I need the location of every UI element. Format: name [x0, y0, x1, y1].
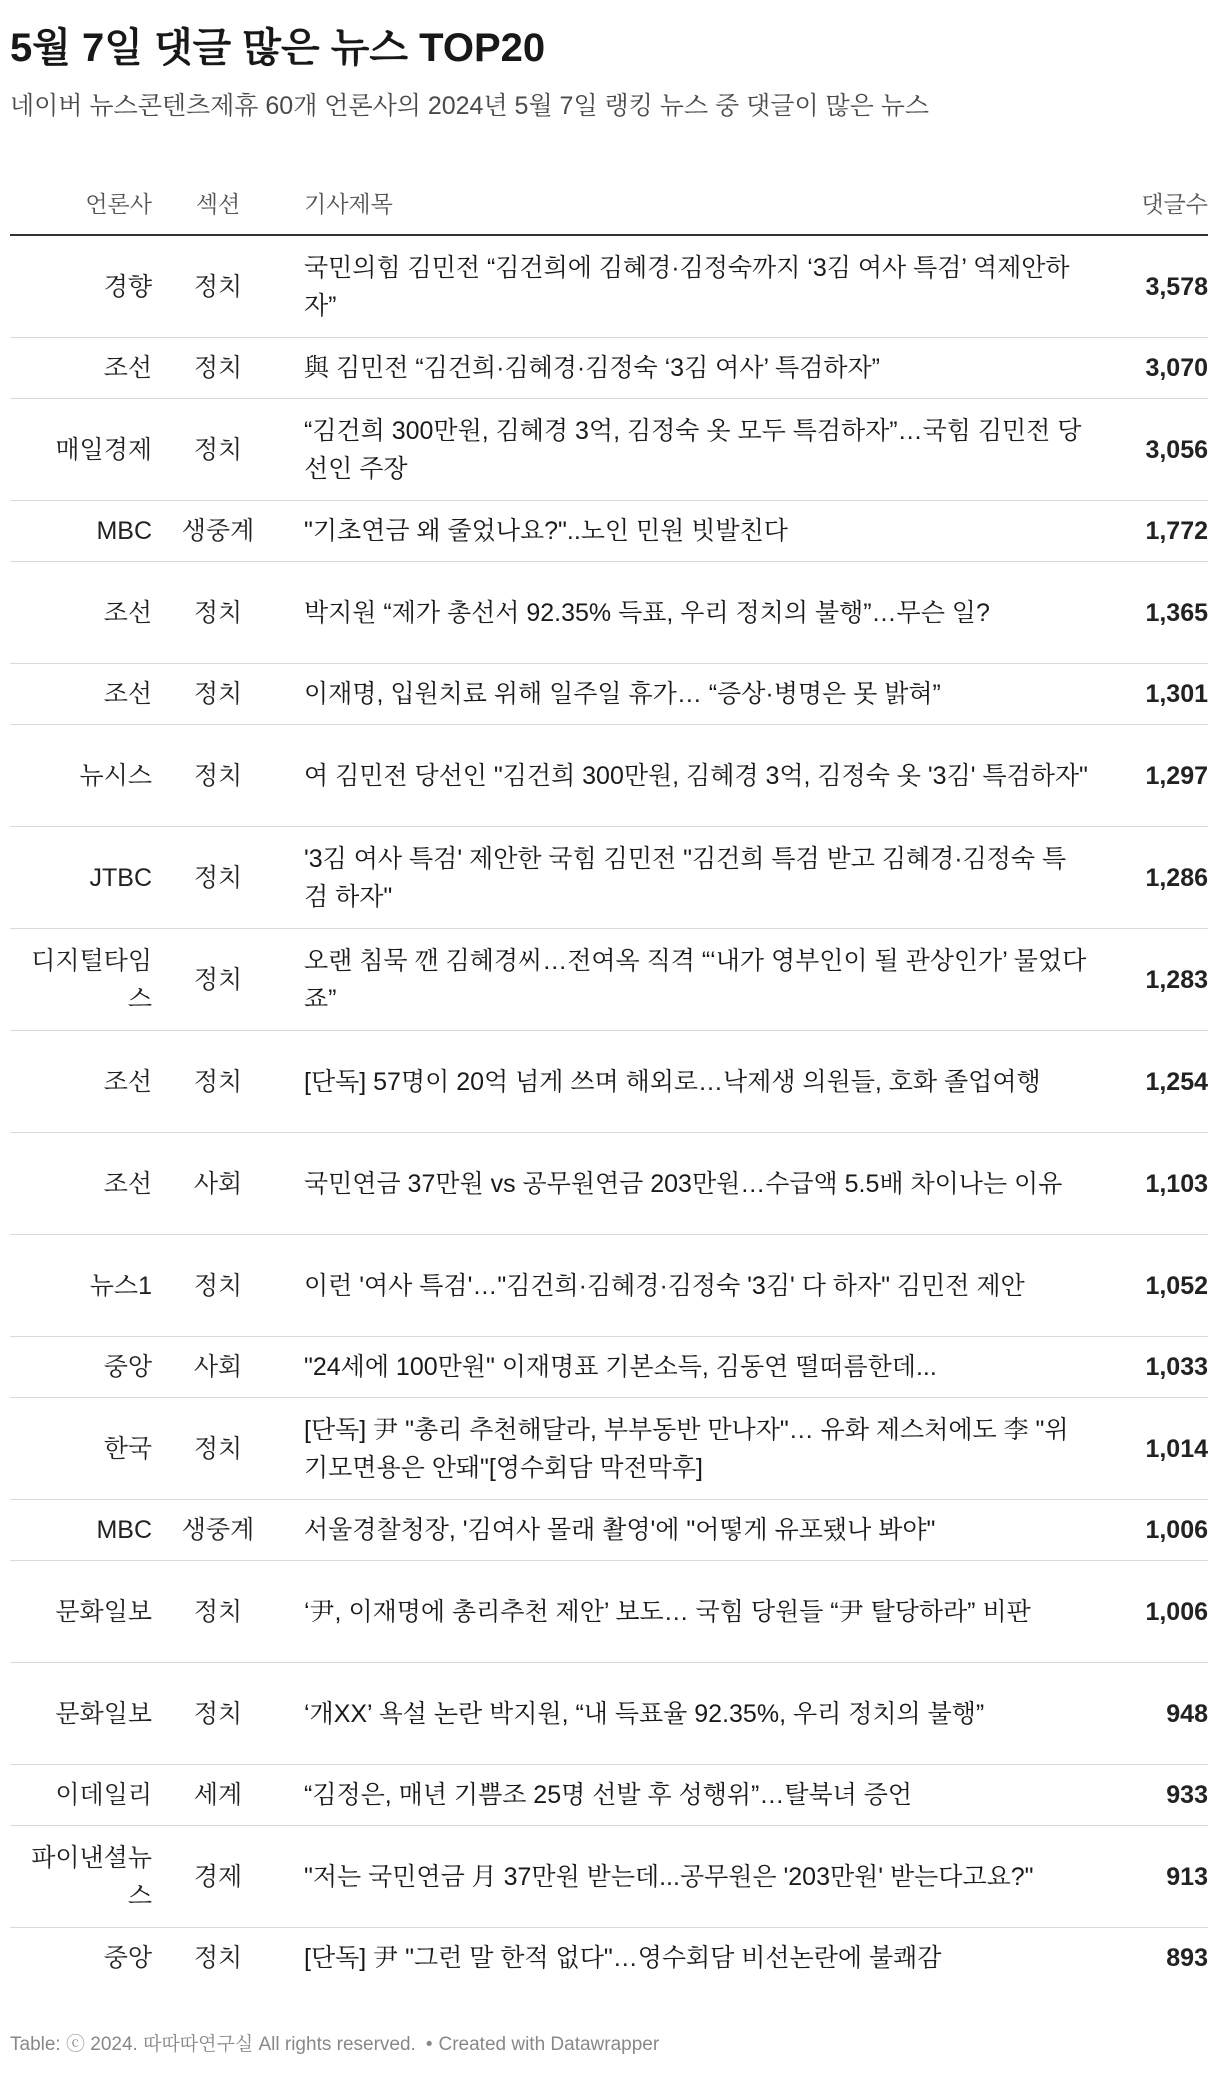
cell-press: 조선	[10, 664, 158, 725]
table-row	[10, 338, 1208, 399]
cell-headline: 이재명, 입원치료 위해 일주일 휴가… “증상·병명은 못 밝혀”	[304, 664, 1108, 725]
table-row	[10, 1398, 1208, 1500]
cell-section: 정치	[158, 338, 278, 399]
footer-separator: •	[425, 2034, 433, 2055]
cell-headline: “김건희 300만원, 김혜경 3억, 김정숙 옷 모두 특검하자”…국힘 김민전 당선인 주장	[304, 399, 1108, 501]
cell-comments: 893	[1166, 1944, 1208, 1972]
cell-section: 생중계	[158, 1500, 278, 1561]
table-row	[10, 1663, 1208, 1765]
cell-comments: 3,056	[1108, 399, 1208, 501]
cell-press: 중앙	[103, 1944, 152, 1972]
cell-comments: 933	[1108, 1765, 1208, 1826]
table-row	[10, 1133, 1208, 1235]
column-header-headline: 기사제목	[304, 170, 1108, 235]
cell-headline: 오랜 침묵 깬 김혜경씨…전여옥 직격 “‘내가 영부인이 될 관상인가’ 물었다죠”	[304, 929, 1108, 1031]
cell-section: 정치	[158, 1561, 278, 1663]
cell-press: 조선	[10, 338, 158, 399]
cell-press: 뉴스1	[10, 1235, 158, 1337]
table-row	[10, 1765, 1208, 1826]
cell-comments: 1,052	[1108, 1235, 1208, 1337]
cell-comments: 1,033	[1108, 1337, 1208, 1398]
cell-headline: [단독] 尹 "그런 말 한적 없다"…영수회담 비선논란에 불쾌감	[304, 1944, 942, 1972]
cell-section: 정치	[158, 1398, 278, 1500]
cell-comments: 1,297	[1108, 725, 1208, 827]
cell-comments: 948	[1108, 1663, 1208, 1765]
cell-headline: “김정은, 매년 기쁨조 25명 선발 후 성행위”…탈북녀 증언	[304, 1765, 1108, 1826]
cell-comments: 3,578	[1108, 235, 1208, 338]
cell-press: 뉴시스	[10, 725, 158, 827]
table-row	[10, 1235, 1208, 1337]
cell-headline: 박지원 “제가 총선서 92.35% 득표, 우리 정치의 불행”…무슨 일?	[304, 562, 1108, 664]
cell-section: 정치	[193, 1944, 243, 1972]
table-row	[10, 827, 1208, 929]
cell-section: 정치	[158, 725, 278, 827]
cell-comments: 3,070	[1108, 338, 1208, 399]
cell-headline: 이런 '여사 특검'…"김건희·김혜경·김정숙 '3김' 다 하자" 김민전 제안	[304, 1235, 1108, 1337]
cell-press: 매일경제	[10, 399, 158, 501]
cell-headline: "기초연금 왜 줄었나요?"..노인 민원 빗발친다	[304, 501, 1108, 562]
cell-section: 정치	[158, 562, 278, 664]
cell-headline: 국민연금 37만원 vs 공무원연금 203만원…수급액 5.5배 차이나는 이유	[304, 1133, 1108, 1235]
cell-press: 문화일보	[10, 1663, 158, 1765]
cell-headline: "24세에 100만원" 이재명표 기본소득, 김동연 떨떠름한데...	[304, 1337, 1108, 1398]
footer-source: Table: ⓒ 2024. 따따따연구실 All rights reserved.	[10, 2034, 416, 2055]
cell-section: 정치	[158, 929, 278, 1031]
table-header-row	[10, 170, 1208, 235]
table-row	[10, 1826, 1208, 1928]
column-header-press: 언론사	[10, 170, 158, 235]
cell-press: MBC	[10, 1500, 158, 1561]
cell-comments: 1,006	[1108, 1561, 1208, 1663]
cell-section: 생중계	[158, 501, 278, 562]
cell-section: 경제	[158, 1826, 278, 1928]
table-body	[10, 235, 1208, 1988]
cell-section: 정치	[158, 664, 278, 725]
cell-section: 사회	[158, 1133, 278, 1235]
table-row	[10, 1500, 1208, 1561]
cell-comments: 1,365	[1108, 562, 1208, 664]
cell-press: 이데일리	[10, 1765, 158, 1826]
cell-headline: 서울경찰청장, '김여사 몰래 촬영'에 "어떻게 유포됐나 봐야"	[304, 1500, 1108, 1561]
cell-section: 정치	[158, 827, 278, 929]
table-row	[10, 562, 1208, 664]
cell-comments: 1,286	[1108, 827, 1208, 929]
table-row	[10, 399, 1208, 501]
cell-press: 문화일보	[10, 1561, 158, 1663]
table-row	[10, 664, 1208, 725]
cell-headline: 與 김민전 “김건희·김혜경·김정숙 ‘3김 여사’ 특검하자”	[304, 338, 1108, 399]
cell-comments: 1,283	[1108, 929, 1208, 1031]
cell-headline: ‘개XX’ 욕설 논란 박지원, “내 득표율 92.35%, 우리 정치의 불행”	[304, 1663, 1108, 1765]
cell-section: 사회	[158, 1337, 278, 1398]
ranking-table	[10, 170, 1208, 1988]
table-row	[10, 929, 1208, 1031]
cell-comments: 913	[1108, 1826, 1208, 1928]
table-row	[10, 1337, 1208, 1398]
cell-headline: ‘尹, 이재명에 총리추천 제안’ 보도… 국힘 당원들 “尹 탈당하라” 비판	[304, 1561, 1108, 1663]
cell-press: 중앙	[10, 1337, 158, 1398]
cell-section: 정치	[158, 399, 278, 501]
cell-section: 정치	[158, 1663, 278, 1765]
cell-headline: [단독] 57명이 20억 넘게 쓰며 해외로…낙제생 의원들, 호화 졸업여행	[304, 1031, 1108, 1133]
cell-section: 정치	[158, 1235, 278, 1337]
cell-headline: '3김 여사 특검' 제안한 국힘 김민전 "김건희 특검 받고 김혜경·김정숙 특검 하자"	[304, 827, 1108, 929]
cell-section: 정치	[158, 235, 278, 338]
table-row	[10, 1031, 1208, 1133]
cell-section: 정치	[158, 1031, 278, 1133]
cell-headline: "저는 국민연금 月 37만원 받는데...공무원은 '203만원' 받는다고요?"	[304, 1826, 1108, 1928]
footer-credit: Created with Datawrapper	[438, 2034, 660, 2055]
cell-comments: 1,006	[1108, 1500, 1208, 1561]
cell-press: 파이낸셜뉴스	[10, 1826, 158, 1928]
cell-comments: 1,254	[1108, 1031, 1208, 1133]
cell-press: 조선	[10, 1031, 158, 1133]
cell-press: 한국	[10, 1398, 158, 1500]
cell-press: 디지털타임스	[10, 929, 158, 1031]
table-row	[10, 1561, 1208, 1663]
cell-press: 조선	[10, 1133, 158, 1235]
table-row	[10, 1928, 1208, 1989]
table-row	[10, 725, 1208, 827]
chart-container	[10, 0, 1208, 1988]
cell-comments: 1,103	[1108, 1133, 1208, 1235]
cell-press: MBC	[10, 501, 158, 562]
cell-comments: 1,014	[1108, 1398, 1208, 1500]
cell-comments: 1,772	[1108, 501, 1208, 562]
cell-comments: 1,301	[1108, 664, 1208, 725]
table-row	[10, 501, 1208, 562]
column-header-section: 섹션	[158, 170, 278, 235]
cell-headline: [단독] 尹 "총리 추천해달라, 부부동반 만나자"… 유화 제스처에도 李 "위기모면용은 안돼"[영수회담 막전막후]	[304, 1398, 1108, 1500]
chart-subtitle: 네이버 뉴스콘텐츠제휴 60개 언론사의 2024년 5월 7일 랭킹 뉴스 중 댓글이 많은 뉴스	[10, 92, 930, 120]
footer	[10, 2033, 659, 2057]
chart-title: 5월 7일 댓글 많은 뉴스 TOP20	[10, 26, 546, 70]
cell-press: JTBC	[10, 827, 158, 929]
table-row	[10, 235, 1208, 338]
cell-press: 조선	[10, 562, 158, 664]
cell-headline: 국민의힘 김민전 “김건희에 김혜경·김정숙까지 ‘3김 여사 특검’ 역제안하자”	[304, 235, 1108, 338]
cell-headline: 여 김민전 당선인 "김건희 300만원, 김혜경 3억, 김정숙 옷 '3김' 특검하자"	[304, 725, 1108, 827]
cell-section: 세계	[158, 1765, 278, 1826]
cell-press: 경향	[10, 235, 158, 338]
column-header-comments: 댓글수	[1108, 170, 1208, 235]
